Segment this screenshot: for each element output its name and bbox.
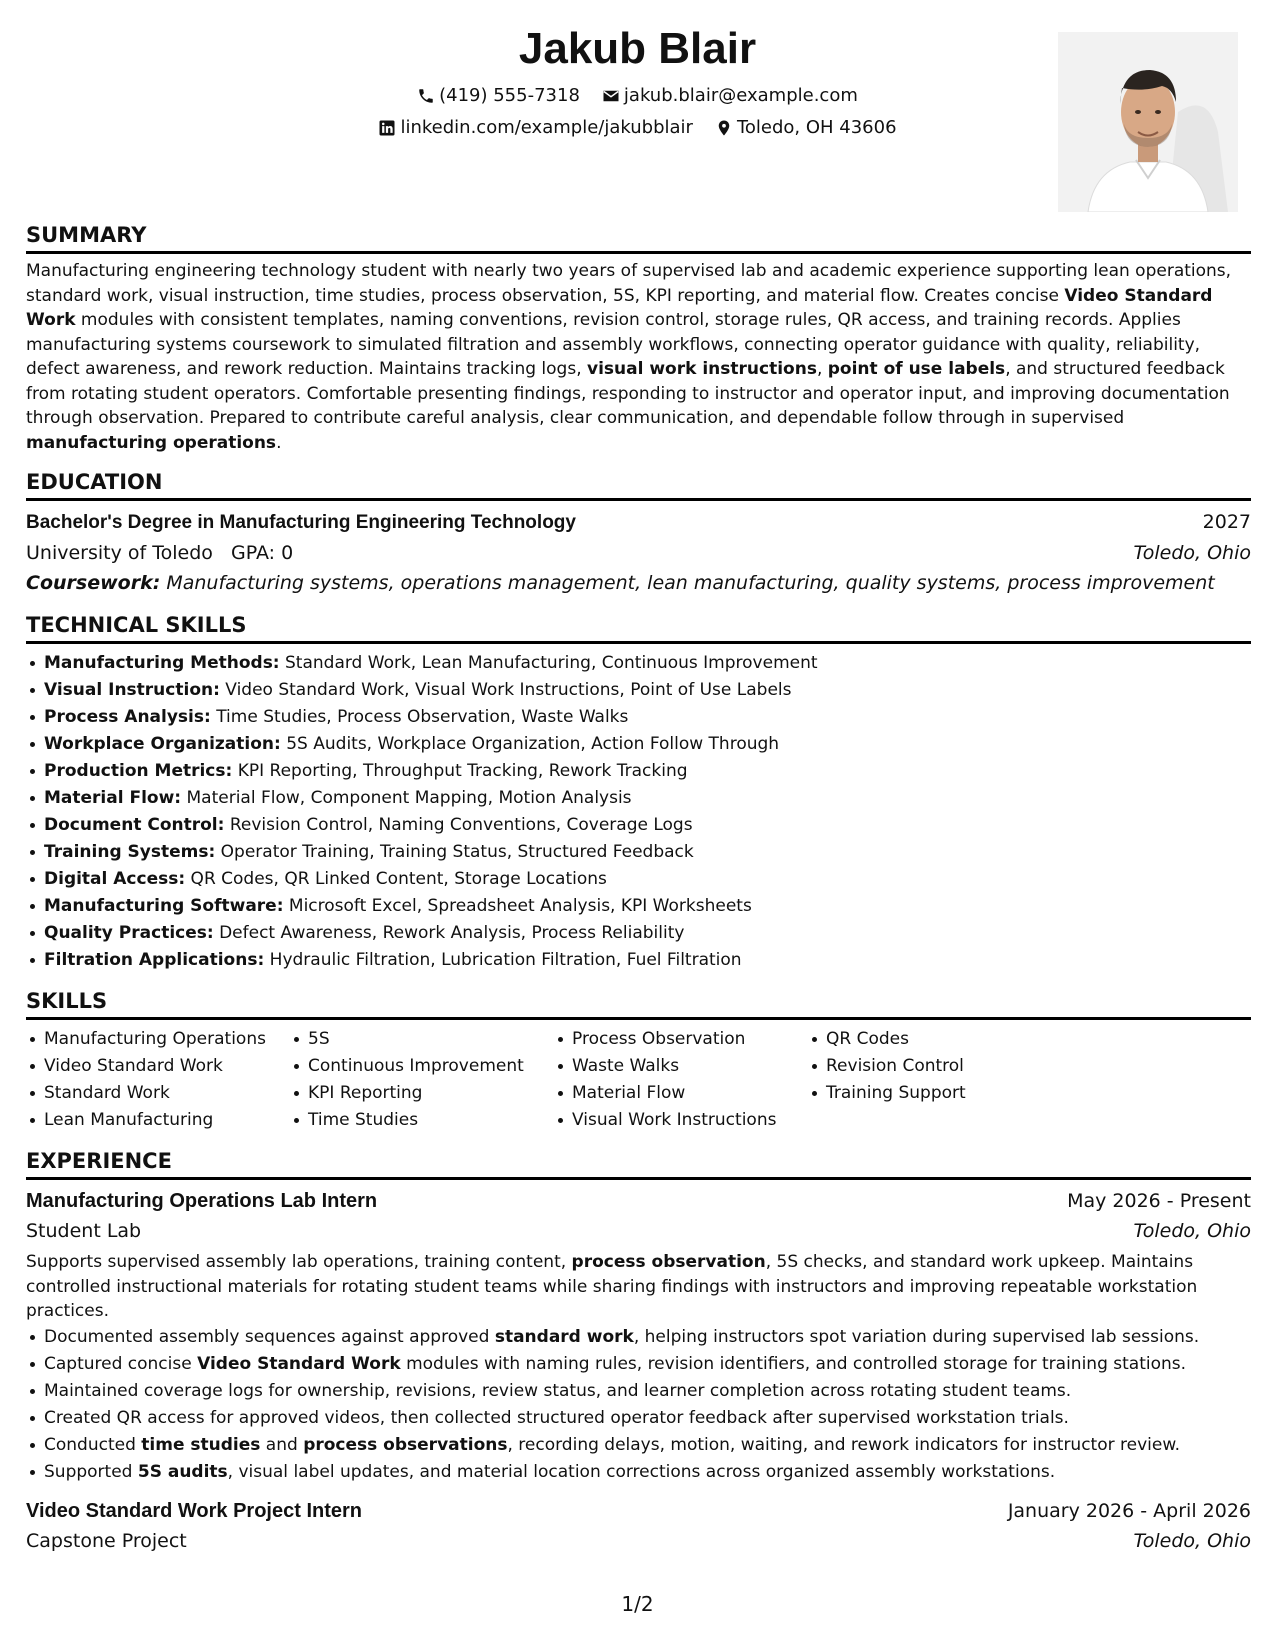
phone-number: (419) 555-7318 [439,85,580,106]
summary-section [26,222,1251,455]
technical-skill-item [44,731,1251,758]
coursework-line [26,568,1251,598]
skills-column [554,1026,808,1134]
job-organization: Capstone Project [26,1529,187,1552]
skill-item: Manufacturing Operations [44,1026,290,1053]
coursework-label: Coursework: [26,572,161,594]
bold-keyword: process observations [303,1434,508,1455]
skill-values: KPI Reporting, Throughput Tracking, Rework Tracking [232,761,688,781]
job-title: Video Standard Work Project Intern [26,1499,362,1522]
text-segment: , visual label updates, and material location corrections across organized assembly workstations. [227,1461,1056,1482]
skill-category: Quality Practices: [44,923,214,943]
technical-skill-item [44,785,1251,812]
school-location: Toledo, Ohio [1133,542,1251,564]
skill-item: Video Standard Work [44,1053,290,1080]
skill-category: Filtration Applications: [44,950,265,970]
technical-skills-heading: TECHNICAL SKILLS [26,612,1251,644]
page-number: 1/2 [621,1592,654,1616]
technical-skill-item [44,650,1251,677]
job-title-row [26,1186,1251,1216]
technical-skill-item [44,947,1251,974]
experience-list [26,1186,1251,1556]
bold-keyword: Video Standard Work [197,1353,401,1374]
skill-category: Process Analysis: [44,707,211,727]
phone-icon [417,87,435,105]
job-bullet [44,1459,1251,1486]
text-segment: Manufacturing engineering technology student with nearly two years of supervised lab and academic experience supporting lean operations, standard work, visual instruction, time studies, process observation, 5S, KPI reporting, and material flow. Creates concise [26,261,1232,306]
skills-column [808,1026,1076,1134]
bold-keyword: 5S audits [137,1461,228,1482]
technical-skill-item [44,893,1251,920]
skill-category: Workplace Organization: [44,734,281,754]
skill-item: KPI Reporting [308,1080,554,1107]
resume-content [26,222,1251,1570]
text-segment: , [816,359,828,379]
degree-row [26,507,1251,538]
experience-section [26,1148,1251,1556]
linkedin-contact[interactable] [378,116,692,140]
linkedin-icon [378,119,396,137]
email-contact[interactable] [602,84,858,108]
skill-category: Material Flow: [44,788,182,808]
skill-category: Manufacturing Software: [44,896,284,916]
skill-category: Visual Instruction: [44,680,220,700]
job-bullet [44,1351,1251,1378]
envelope-icon [602,87,620,105]
skill-values: Revision Control, Naming Conventions, Coverage Logs [224,815,693,835]
skills-column [26,1026,290,1134]
school-name: University of Toledo [26,542,213,564]
technical-skill-item [44,839,1251,866]
school-row [26,538,1251,568]
bold-keyword: point of use labels [827,359,1006,379]
skills-columns [26,1026,1251,1134]
skill-category: Production Metrics: [44,761,233,781]
technical-skill-item [44,812,1251,839]
skill-category: Manufacturing Methods: [44,653,280,673]
job-entry [26,1496,1251,1556]
degree-title: Bachelor's Degree in Manufacturing Engineering Technology [26,512,576,533]
skill-values: Hydraulic Filtration, Lubrication Filtration, Fuel Filtration [264,950,742,970]
job-title-row [26,1496,1251,1526]
skill-item: Standard Work [44,1080,290,1107]
candidate-name: Jakub Blair [518,24,757,73]
technical-skills-list [26,650,1251,974]
technical-skill-item [44,866,1251,893]
summary-text [26,259,1251,455]
gpa: GPA: 0 [231,542,294,564]
skill-item: Time Studies [308,1107,554,1134]
skill-values: QR Codes, QR Linked Content, Storage Locations [185,869,607,889]
text-segment: Conducted [44,1434,142,1455]
job-dates: May 2026 - Present [1067,1190,1251,1212]
skill-item: QR Codes [826,1026,1076,1053]
email-address[interactable]: jakub.blair@example.com [623,85,858,106]
skill-item: Lean Manufacturing [44,1107,290,1134]
skill-values: Time Studies, Process Observation, Waste Walks [210,707,629,727]
skill-values: 5S Audits, Workplace Organization, Action Follow Through [280,734,780,754]
skill-values: Microsoft Excel, Spreadsheet Analysis, KPI Worksheets [283,896,752,916]
skill-item: Process Observation [572,1026,808,1053]
job-entry [26,1186,1251,1486]
bold-keyword: visual work instructions [587,359,817,379]
text-segment: , helping instructors spot variation during supervised lab sessions. [633,1326,1200,1347]
education-section [26,469,1251,598]
skill-item: Training Support [826,1080,1076,1107]
job-bullet [44,1324,1251,1351]
skill-item: Visual Work Instructions [572,1107,808,1134]
technical-skill-item [44,704,1251,731]
graduation-year: 2027 [1202,511,1251,533]
job-location: Toledo, Ohio [1133,1529,1251,1552]
location-contact [715,116,897,140]
skill-category: Digital Access: [44,869,186,889]
text-segment: Captured concise [44,1353,198,1374]
technical-skills-section [26,612,1251,974]
skill-item: Material Flow [572,1080,808,1107]
text-segment: and [260,1434,304,1455]
skill-values: Material Flow, Component Mapping, Motion Analysis [181,788,632,808]
job-bullet [44,1405,1251,1432]
skill-values: Standard Work, Lean Manufacturing, Continuous Improvement [279,653,818,673]
skills-column [290,1026,554,1134]
skill-values: Operator Training, Training Status, Structured Feedback [215,842,694,862]
job-dates: January 2026 - April 2026 [1007,1499,1251,1522]
text-segment: modules with consistent templates, naming conventions, revision control, storage rules, QR access, and training records. Applies manufacturing systems coursework to simulated filtration and assembly workflows, connecting operator guidance with quality, reliability, defect awareness, and rework reduction. Maintains tracking logs, [26,310,1201,379]
phone-contact [417,84,580,108]
job-bullets [26,1324,1251,1486]
text-segment: , 5S checks, and standard work upkeep. Maintains controlled instructional materials for rotating student teams while sharing findings with instructors and improving repeatable workstation practices. [26,1252,1198,1321]
bold-keyword: standard work [494,1326,634,1347]
location-text: Toledo, OH 43606 [736,117,897,138]
bold-keyword: manufacturing operations [26,432,277,453]
job-org-row [26,1526,1251,1556]
technical-skill-item [44,677,1251,704]
skill-item: Revision Control [826,1053,1076,1080]
skill-item: Continuous Improvement [308,1053,554,1080]
bold-keyword: time studies [141,1434,261,1455]
technical-skill-item [44,920,1251,947]
job-organization: Student Lab [26,1220,142,1242]
skill-values: Video Standard Work, Visual Work Instructions, Point of Use Labels [219,680,792,700]
skill-item: 5S [308,1026,554,1053]
text-segment: , recording delays, motion, waiting, and rework indicators for instructor review. [507,1434,1181,1455]
skill-item: Waste Walks [572,1053,808,1080]
skills-heading: SKILLS [26,988,1251,1020]
job-bullet [44,1378,1251,1405]
map-pin-icon [715,119,733,137]
text-segment: . [276,432,282,453]
bold-keyword: process observation [571,1252,766,1272]
experience-heading: EXPERIENCE [26,1148,1251,1180]
text-segment: , and structured feedback from rotating student operators. Comfortable presenting findings, responding to instructor and operator input, and improving documentation through observation. Prepared to contribute careful analysis, clear communication, and dependable follow through in supervised [26,359,1230,428]
summary-heading: SUMMARY [26,222,1251,254]
job-org-row [26,1216,1251,1246]
job-description [26,1250,1251,1324]
skill-values: Defect Awareness, Rework Analysis, Process Reliability [213,923,685,943]
skill-category: Document Control: [44,815,225,835]
text-segment: Documented assembly sequences against approved [44,1326,495,1347]
bold-keyword: Video Standard Work [26,285,1213,330]
text-segment: Created QR access for approved videos, then collected structured operator feedback after supervised workstation trials. [44,1407,1069,1428]
text-segment: modules with naming rules, revision identifiers, and controlled storage for training stations. [400,1353,1187,1374]
job-title: Manufacturing Operations Lab Intern [26,1190,378,1212]
profile-photo [1058,32,1238,212]
job-bullet [44,1432,1251,1459]
technical-skill-item [44,758,1251,785]
text-segment: Supports supervised assembly lab operations, training content, [26,1252,572,1272]
skill-category: Training Systems: [44,842,216,862]
skills-section [26,988,1251,1134]
job-location: Toledo, Ohio [1133,1220,1251,1242]
linkedin-url[interactable]: linkedin.com/example/jakubblair [400,117,693,138]
school-line [26,538,293,568]
education-heading: EDUCATION [26,469,1251,501]
text-segment: Maintained coverage logs for ownership, revisions, review status, and learner completion across rotating student teams. [44,1380,1072,1401]
coursework-list: Manufacturing systems, operations management, lean manufacturing, quality systems, process improvement [160,572,1215,594]
text-segment: Supported [44,1461,138,1482]
